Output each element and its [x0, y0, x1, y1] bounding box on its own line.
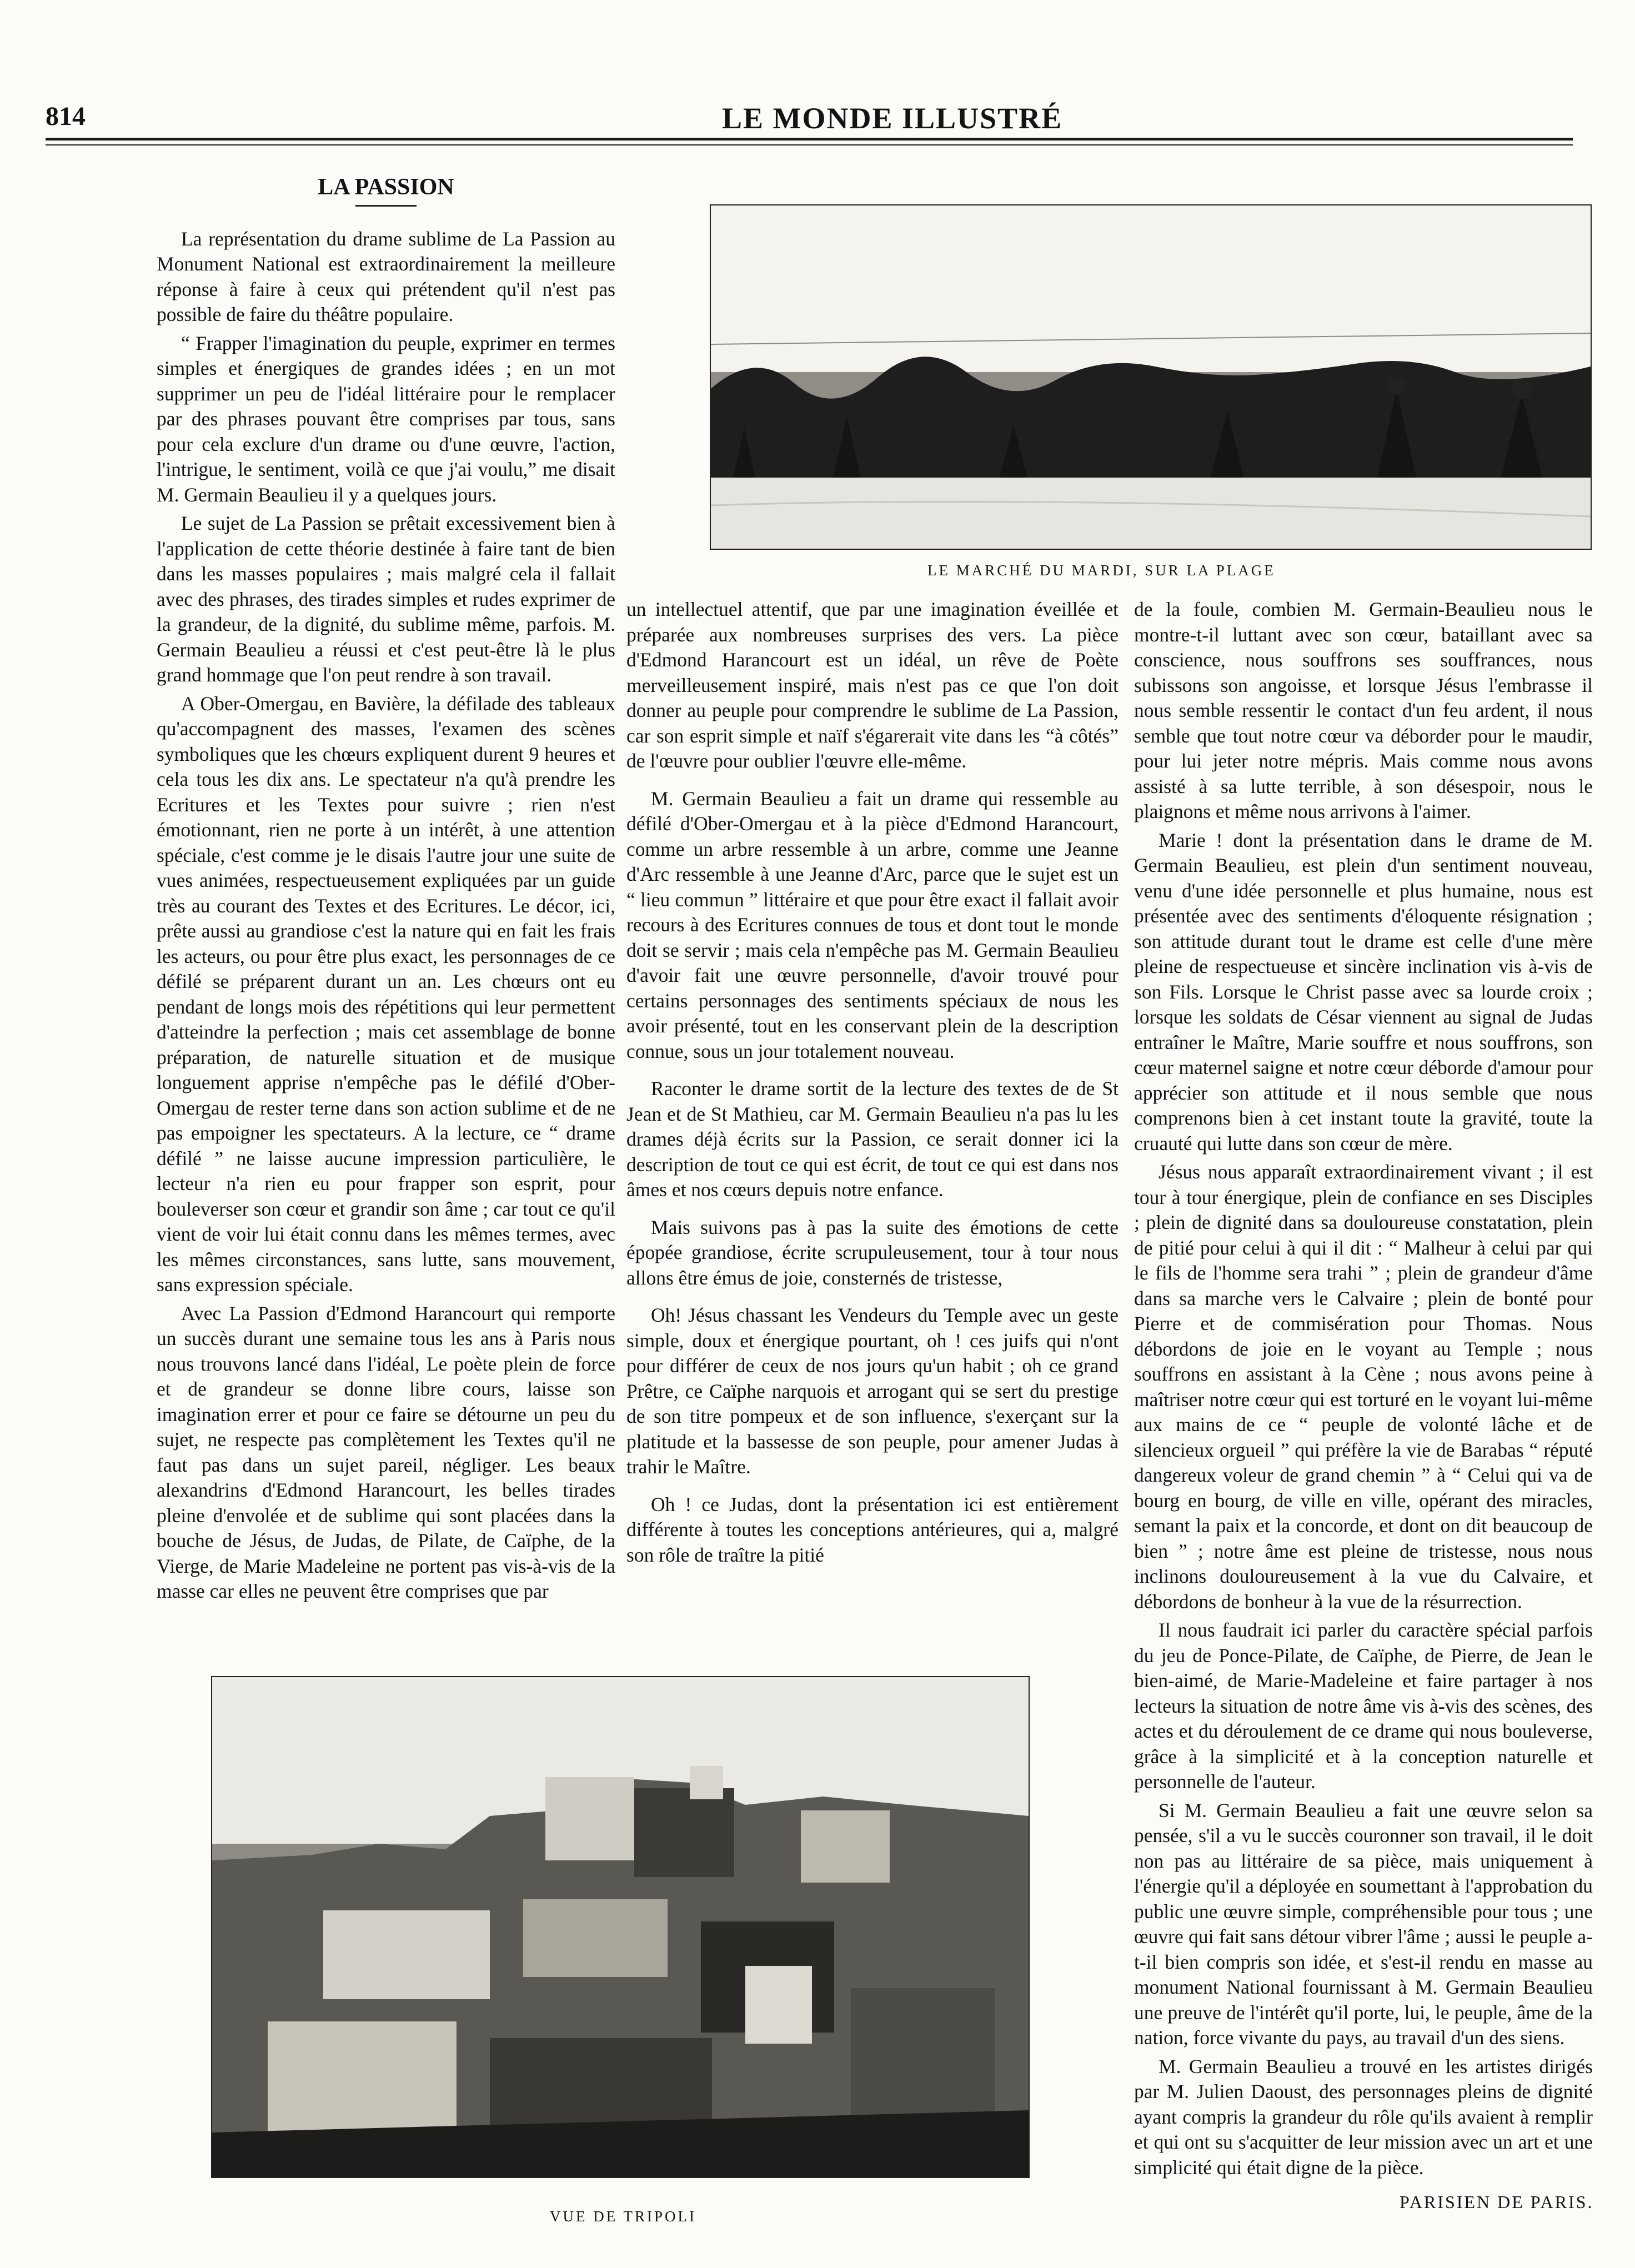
header-rule: [46, 138, 1573, 141]
article-title: LA PASSION: [318, 174, 454, 200]
page-number: 814: [46, 102, 86, 131]
paragraph: Le sujet de La Passion se prêtait excessivement bien à l'application de cette théorie destinée à faire tant de bien dans les masses populaires ; mais malgré cela il fallait avec des phrases, des tirades simples et rudes exprimer de la grandeur, de la dignité, du sublime même, parfois. M. Germain Beaulieu a réussi et c'est peut-être là le plus grand hommage que l'on peut rendre à son travail.: [157, 512, 615, 686]
article-column-2: [626, 597, 1119, 1571]
paragraph: Raconter le drame sortit de la lecture des textes de de St Jean et de St Mathieu, car M. Germain Beaulieu n'a pas lu les drames déjà écrits sur la Passion, ce serait donner ici la description de tout ce qui est écrit, de tout ce qui est dans nos âmes et nos cœurs depuis notre enfance.: [626, 1077, 1119, 1201]
paragraph: un intellectuel attentif, que par une imagination éveillée et préparée aux nombreuses surprises des vers. La pièce d'Edmond Harancourt est un idéal, un rêve de Poète merveilleusement inspiré, mais n'est pas ce que l'on doit donner au peuple pour comprendre le sublime de La Passion, car son esprit simple et naïf s'égarerait vite dans les “à côtés” de l'œuvre pour oublier l'œuvre elle-même.: [626, 598, 1119, 772]
paragraph: Avec La Passion d'Edmond Harancourt qui remporte un succès durant une semaine tous les ans à Paris nous nous trouvons lancé dans l'idéal, Le poète plein de force et de grandeur se donne libre cours, laisse son imagination errer et pour ce faire se détourne un peu du sujet, ne respecte pas complètement les Textes qu'il ne faut pas dans un sujet pareil, négliger. Les beaux alexandrins d'Edmond Harancourt, les belles tirades pleine d'envolée et de sublime qui sont placées dans la bouche de Jésus, de Judas, de Pilate, de Caïphe, de la Vierge, de Marie Madeleine ne portent pas vis-à-vis de la masse car elles ne peuvent être comprises que par: [157, 1302, 615, 1602]
paragraph: Si M. Germain Beaulieu a fait une œuvre selon sa pensée, s'il a vu le succès couronner son travail, il le doit non pas au littéraire de sa pièce, mais uniquement à l'énergie qu'il a déployée en soumettant à l'approbation du public une œuvre simple, compréhensible pour tous ; une œuvre qui fait sans détour vibrer l'âme ; aussi le peuple a-t-il bien compris son idée, et s'est-il rendu en masse au monument National fournissant à M. Germain Beaulieu une preuve de l'intérêt qu'il porte, lui, le peuple, âme de la nation, force vivante du pays, au travail d'un des siens.: [1134, 1799, 1593, 2049]
market-photo: [710, 204, 1592, 550]
paragraph: Il nous faudrait ici parler du caractère spécial parfois du jeu de Ponce-Pilate, de Caïphe, de Pierre, de Jean le bien-aimé, de Marie-Madeleine et faire partager à nos lecteurs la situation de notre âme vis à-vis des scènes, des actes et du déroulement de ce drame qui nous bouleverse, grâce à la simplicité et à la conception naturelle et personnelle de l'auteur.: [1134, 1619, 1593, 1793]
paragraph: M. Germain Beaulieu a fait un drame qui ressemble au défilé d'Ober-Omergau et à la pièce d'Edmond Harancourt, comme un arbre ressemble à un arbre, comme une Jeanne d'Arc ressemble à une Jeanne d'Arc, parce que le sujet est un “ lieu commun ” littéraire et que pour être exact il fallait avoir recours à des Ecritures connues de tous et dont tout le monde doit se servir ; mais cela n'empêche pas M. Germain Beaulieu d'avoir fait une œuvre personnelle, d'avoir trouvé pour certains personnages des sentiments spéciaux de nous les avoir présenté, tout en les conservant plein de la description connue, sous un jour totalement nouveau.: [626, 787, 1119, 1062]
paragraph: Oh ! ce Judas, dont la présentation ici est entièrement différente à toutes les conceptions antérieures, qui a, malgré son rôle de traître la pitié: [626, 1493, 1119, 1566]
top-photo-caption: LE MARCHÉ DU MARDI, SUR LA PLAGE: [927, 562, 1276, 579]
paragraph: de la foule, combien M. Germain-Beaulieu nous le montre-t-il luttant avec son cœur, bataillant avec sa conscience, nous souffrons ses souffrances, nous subissons son angoisse, et lorsque Jésus l'embrasse il nous semble ressentir le contact d'un feu ardent, il nous semble que tout notre cœur va déborder pour le maudir, pour lui jeter notre mépris. Mais comme nous avons assisté à sa lutte terrible, à son désespoir, nous le plaignons et même nous arrivons à l'aimer.: [1134, 598, 1593, 822]
article-column-3: [1134, 597, 1593, 2184]
title-divider: [355, 205, 417, 207]
author-signature: PARISIEN DE PARIS.: [1400, 2192, 1594, 2212]
paragraph: Oh! Jésus chassant les Vendeurs du Temple avec un geste simple, doux et énergique pourtant, oh ! ces juifs qui n'ont pour différer de ceux de nos jours qu'un habit ; oh ce grand Prêtre, ce Caïphe narquois et arrogant qui se sert du prestige de son titre pompeux et de son influence, s'exerçant sur la platitude et la bassesse de son peuple, pour amener Judas à trahir le Maître.: [626, 1304, 1119, 1478]
paragraph: Marie ! dont la présentation dans le drame de M. Germain Beaulieu, est plein d'un sentiment nouveau, venu d'une idée personnelle et plus humaine, nous est présentée avec des sentiments d'éloquente résignation ; son attitude durant tout le drame est celle d'une mère pleine de respectueuse et sincère inclination vis à-vis de son Fils. Lorsque le Christ passe avec sa lourde croix ; lorsque les soldats de César viennent au signal de Judas entraîner le Maître, Marie souffre et nous souffrons, son cœur maternel saigne et notre cœur déborde d'amour pour apprécier son attitude et il nous semble que nous comprenons bien à cet instant toute la gravité, toute la cruauté qui lutte dans son cœur de mère.: [1134, 829, 1593, 1155]
paragraph: “ Frapper l'imagination du peuple, exprimer en termes simples et énergiques de grandes idées ; en un mot supprimer un peu de l'idéal littéraire pour le remplacer par des phrases pouvant être comprises par tous, sans pour cela exclure d'un drame ou d'une œuvre, l'action, l'intrigue, le sentiment, voilà ce que j'ai voulu,” me disait M. Germain Beaulieu il y a quelques jours.: [157, 332, 615, 506]
paragraph: M. Germain Beaulieu a trouvé en les artistes dirigés par M. Julien Daoust, des personnages pleins de dignité ayant compris la grandeur du rôle qu'ils avaient à remplir et qui ont su s'acquitter de leur mission avec un art et une simplicité qui était digne de la pièce.: [1134, 2055, 1593, 2179]
header-rule-thin: [46, 144, 1573, 145]
tripoli-photo: [211, 1676, 1030, 2178]
paragraph: La représentation du drame sublime de La Passion au Monument National est extraordinairement la meilleure réponse à faire à ceux qui prétendent qu'il n'est pas possible de faire du théâtre populaire.: [157, 227, 615, 325]
article-column-1: [157, 175, 615, 1608]
paragraph: Mais suivons pas à pas la suite des émotions de cette épopée grandiose, écrite scrupuleusement, tour à tour nous allons être émus de joie, consternés de tristesse,: [626, 1216, 1119, 1289]
paragraph: Jésus nous apparaît extraordinairement vivant ; il est tour à tour énergique, plein de confiance en ses Disciples ; plein de dignité dans sa douloureuse constatation, plein de pitié pour celui à qui il dit : “ Malheur à celui par qui le fils de l'homme sera trahi ” ; plein de grandeur d'âme dans sa marche vers le Calvaire ; plein de bonté pour Pierre et de commisération pour Thomas. Nous débordons de joie en le voyant au Temple ; nous souffrons en assistant à la Cène ; nous avons peine à maîtriser notre cœur qui est torturé en le voyant lui-même aux mains de ce “ peuple de volonté lâche et de silencieux orgueil ” qui préfère la vie de Barabas “ réputé dangereux voleur de grand chemin ” à “ Celui qui va de bourg en bourg, de ville en ville, opérant des miracles, semant la paix et la concorde, et dont on dit beaucoup de bien ” ; notre âme est pleine de tristesse, nous nous inclinons douloureusement à la vue du Calvaire, et débordons de bonheur à la vue de la résurrection.: [1134, 1161, 1593, 1613]
journal-title: LE MONDE ILLUSTRÉ: [722, 102, 1063, 135]
paragraph: A Ober-Omergau, en Bavière, la défilade des tableaux qu'accompagnent des masses, l'examen des scènes symboliques que les chœurs expliquent durent 9 heures et cela tous les dix ans. Le spectateur n'a qu'à prendre les Ecritures et les Textes pour suivre ; rien n'est émotionnant, rien ne porte à un intérêt, à une attention spéciale, c'est comme je le disais l'autre jour une suite de vues animées, respectueusement expliquées par un guide très au courant des Textes et des Ecritures. Le décor, ici, prête aussi au grandiose c'est la nature qui en fait les frais les acteurs, ou pour être plus exact, les personnages de ce défilé se préparent durant un an. Les chœurs ont eu pendant de longs mois des répétitions qui leur permettent d'atteindre la perfection ; mais cet assemblage de bonne préparation, de naturelle situation et de musique longuement apprise n'empêche pas le défilé d'Ober-Omergau de rester terne dans son action sublime et de ne pas empoigner les spectateurs. A la lecture, ce “ drame défilé ” ne laisse aucune impression particulière, le lecteur n'a rien eu pour frapper son esprit, pour bouleverser son cœur et grandir son âme ; car tout ce qu'il vient de voir lui était connu dans les mêmes termes, avec les mêmes circonstances, sans lutte, sans mouvement, sans expression spéciale.: [157, 692, 615, 1296]
bottom-photo-caption: VUE DE TRIPOLI: [550, 2208, 696, 2225]
